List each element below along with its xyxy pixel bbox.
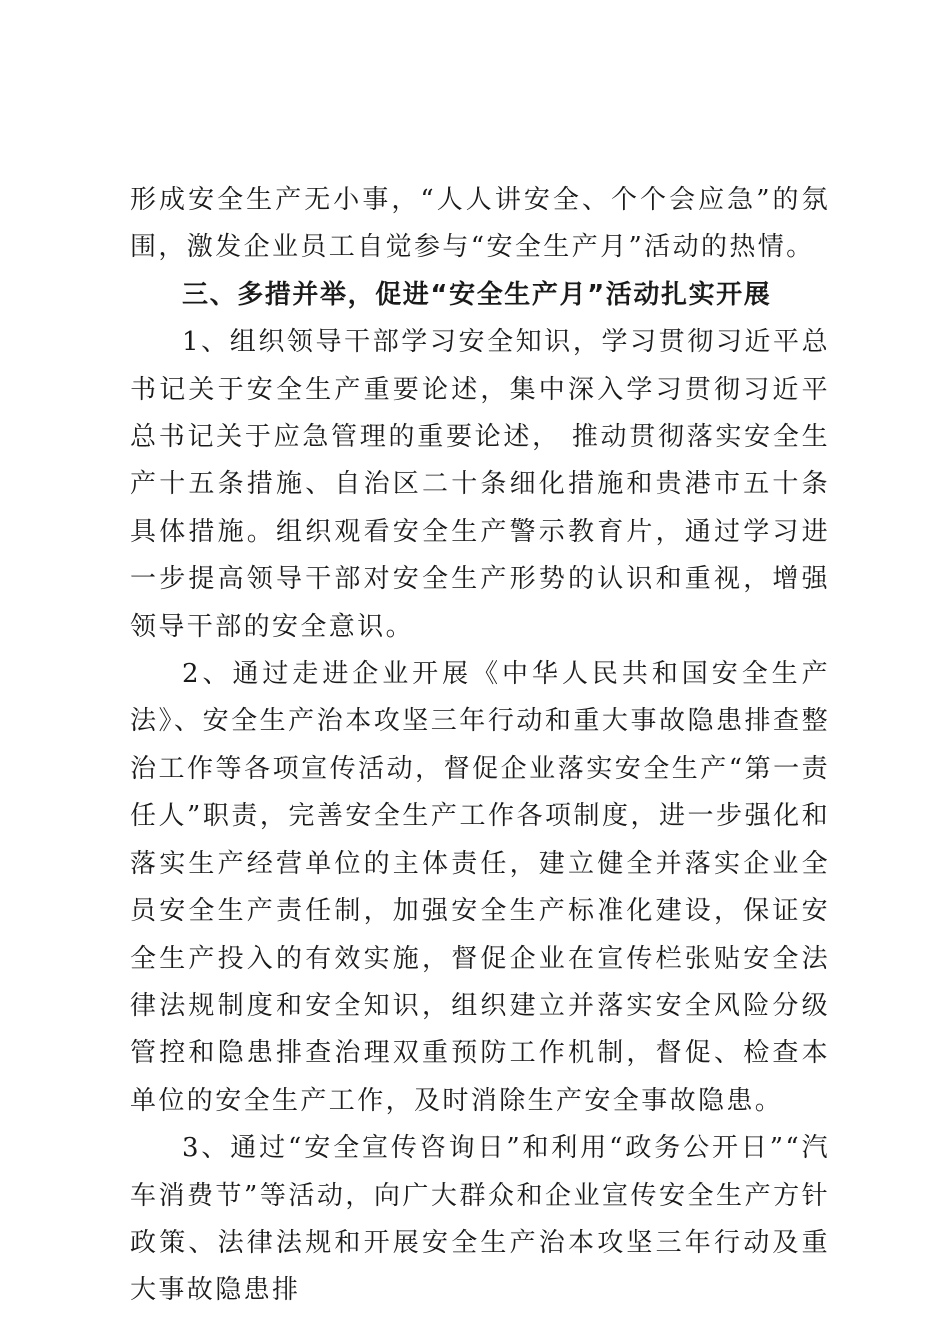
paragraph-3: 3、通过“安全宣传咨询日”和利用“政务公开日”“汽车消费节”等活动，向广大群众和企业宣传安全生产方针政策、法律法规和开展安全生产治本攻坚三年行动及重大事故隐患排 (130, 1133, 830, 1306)
document-body (130, 177, 830, 1315)
section-heading: 三、多措并举，促进“安全生产月”活动扎实开展 (182, 279, 772, 310)
paragraph-1: 1、组织领导干部学习安全知识，学习贯彻习近平总书记关于安全生产重要论述，集中深入学习贯彻习近平总书记关于应急管理的重要论述， 推动贯彻落实安全生产十五条措施、自治区二十条细化措施和贵港市五十条具体措施。组织观看安全生产警示教育片，通过学习进一步提高领导干部对安全生产形势的认识和重视，增强领导干部的安全意识。 (130, 327, 830, 642)
continuation-paragraph: 形成安全生产无小事，“人人讲安全、个个会应急”的氛围，激发企业员工自觉参与“安全生产月”活动的热情。 (130, 185, 830, 263)
paragraph-2: 2、通过走进企业开展《中华人民共和国安全生产法》、安全生产治本攻坚三年行动和重大事故隐患排查整治工作等各项宣传活动，督促企业落实安全生产“第一责任人”职责，完善安全生产工作各项制度，进一步强化和落实生产经营单位的主体责任，建立健全并落实企业全员安全生产责任制，加强安全生产标准化建设，保证安全生产投入的有效实施，督促企业在宣传栏张贴安全法律法规制度和安全知识，组织建立并落实安全风险分级管控和隐患排查治理双重预防工作机制，督促、检查本单位的安全生产工作，及时消除生产安全事故隐患。 (130, 659, 830, 1116)
